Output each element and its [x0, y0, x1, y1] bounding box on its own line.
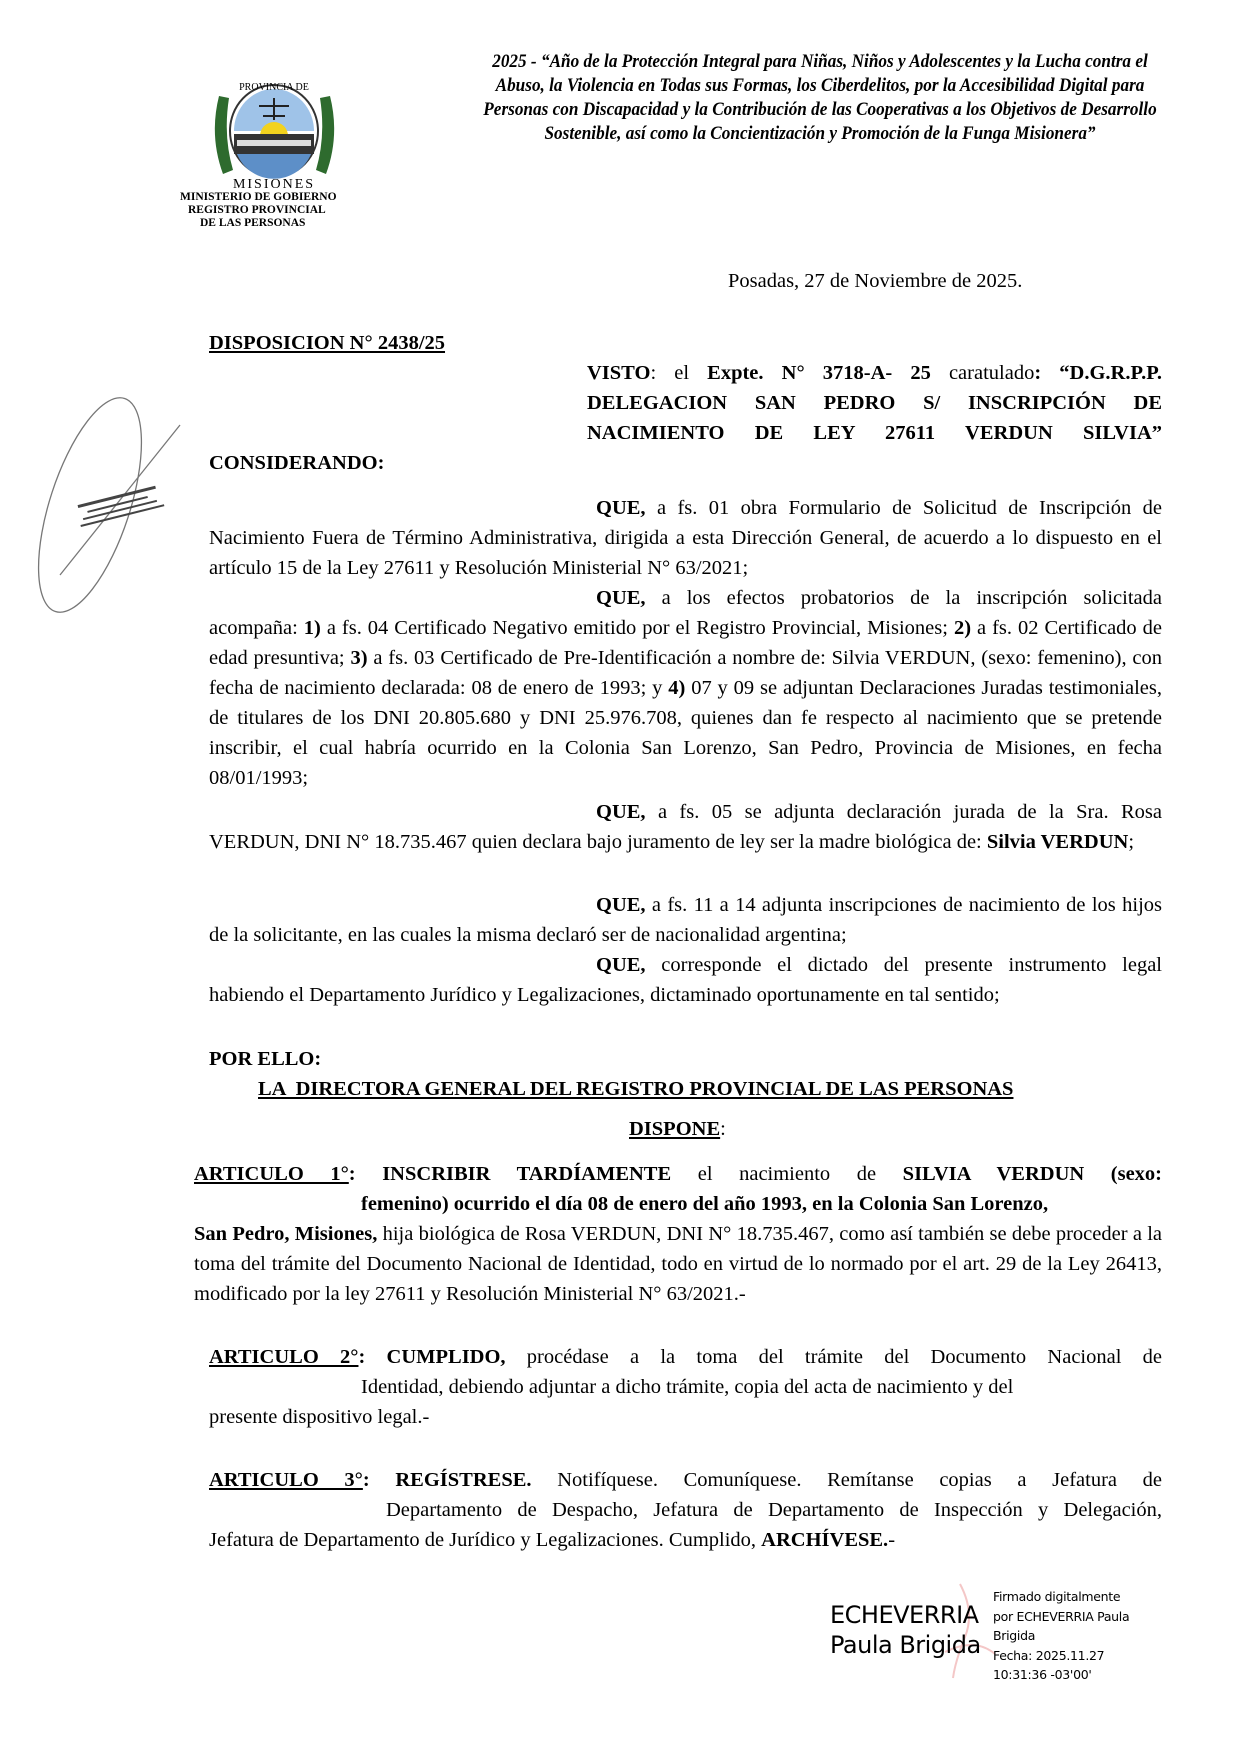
article-label: ARTICULO 1° — [194, 1163, 349, 1185]
article-3 — [209, 1465, 1162, 1555]
ministry-line: REGISTRO PROVINCIAL — [188, 204, 326, 216]
province-seal — [207, 76, 342, 192]
que-text: ; — [1128, 831, 1135, 853]
article-bold-text: femenino) ocurrido el día 08 de enero del año 1993, en la Colonia San Lorenzo, — [361, 1193, 1049, 1215]
article-verb: CUMPLIDO, — [386, 1346, 506, 1368]
que-paragraph-1 — [209, 493, 1162, 583]
que-text: a fs. 04 Certificado Negativo emitido por el Registro Provincial, Misiones; — [320, 617, 954, 639]
article-text: Departamento de Despacho, Jefatura de Departamento de Inspección y Delegación, — [386, 1499, 1162, 1521]
que-paragraph-4 — [209, 890, 1162, 950]
disposition-title: DISPOSICION N° 2438/25 — [209, 332, 446, 354]
que-text: a fs. 11 a 14 adjunta inscripciones de nacimiento de los hijos de la solicitante, en las cuales la misma declaró ser de nacionalidad argentina; — [209, 894, 1162, 946]
que-text: a fs. 01 obra Formulario de Solicitud de Inscripción de Nacimiento Fuera de Término Administrativa, dirigida a esta Dirección General, de acuerdo a lo dispuesto en el artículo 15 de la Ley 27611 y Resolución Ministerial N° 63/2021; — [209, 497, 1162, 579]
visto-text: caratulado — [930, 362, 1035, 384]
que-label: QUE, — [596, 587, 646, 609]
article-label: ARTICULO 3° — [209, 1469, 363, 1491]
signature-detail-line: por ECHEVERRIA Paula — [993, 1608, 1130, 1624]
visto-text: : el — [650, 362, 708, 384]
que-text: a fs. 05 se adjunta declaración jurada de la Sra. Rosa VERDUN, DNI N° 18.735.467 quien declara bajo juramento de ley ser la madre biológica de: — [209, 801, 1162, 853]
seal-top-text: PROVINCIA DE — [239, 82, 309, 93]
seal-bottom-text: MISIONES — [232, 177, 316, 192]
signer-surname: ECHEVERRIA — [830, 1601, 979, 1629]
que-paragraph-3 — [209, 797, 1162, 857]
expediente-caption: : “D.G.R.P.P. DELEGACION SAN PEDRO S/ INSCRIPCIÓN DE NACIMIENTO DE LEY 27611 VERDUN SILVIA” — [587, 362, 1162, 444]
considerando-heading: CONSIDERANDO: — [209, 452, 385, 474]
expediente-number: Expte. N° 3718-A- 25 — [707, 362, 931, 384]
dispone-label: DISPONE — [629, 1118, 721, 1140]
que-text: a fs. 02 Certificado de edad presuntiva; — [209, 617, 1162, 669]
document-date: Posadas, 27 de Noviembre de 2025. — [728, 270, 1023, 292]
article-2 — [209, 1342, 1162, 1432]
article-text: - — [888, 1529, 896, 1551]
article-bold-text: San Pedro, Misiones, — [194, 1223, 378, 1245]
article-text: presente dispositivo legal.- — [209, 1406, 430, 1428]
article-verb: REGÍSTRESE. — [395, 1469, 532, 1491]
por-ello-heading: POR ELLO: — [209, 1048, 322, 1070]
article-bold-text: ARCHÍVESE. — [761, 1529, 889, 1551]
dispone-heading — [629, 1114, 726, 1144]
signature-detail-line: Brigida — [993, 1628, 1036, 1643]
article-text: procédase a la toma del trámite del Documento Nacional de — [505, 1346, 1162, 1368]
que-paragraph-5 — [209, 950, 1162, 1010]
que-label: QUE, — [596, 497, 646, 519]
legal-advisor-stamp-signature — [20, 385, 200, 625]
article-text: hija biológica de Rosa VERDUN, DNI N° 18.735.467, como así también se debe proceder a la toma del trámite del Documento Nacional de Identidad, todo en virtud de lo normado por el art. 29 de la Ley 26413, modificado por la ley 27611 y Resolución Ministerial N° 63/2021.- — [194, 1223, 1162, 1305]
article-bold-text: SILVIA VERDUN (sexo: — [902, 1163, 1162, 1185]
mother-child-name: Silvia VERDUN — [986, 831, 1129, 853]
que-label: QUE, — [596, 894, 646, 916]
que-text: 07 y 09 se adjuntan Declaraciones Juradas testimoniales, de titulares de los DNI 20.805.680 y DNI 25.976.708, quienes dan fe respecto al nacimiento que se pretende inscribir, el cual habría ocurrido en la Colonia San Lorenzo, San Pedro, Provincia de Misiones, en fecha 08/01/1993; — [209, 677, 1162, 789]
article-text: el nacimiento de — [671, 1163, 903, 1185]
signature-detail-line: 10:31:36 -03'00' — [993, 1667, 1092, 1682]
article-colon: : — [348, 1163, 383, 1185]
signer-name — [830, 1600, 981, 1660]
article-text: Identidad, debiendo adjuntar a dicho trámite, copia del acta de nacimiento y del — [361, 1376, 1014, 1398]
article-verb: INSCRIBIR TARDÍAMENTE — [382, 1163, 672, 1185]
article-label: ARTICULO 2° — [209, 1346, 359, 1368]
handwritten-signature-icon — [20, 385, 200, 625]
item-number: 3) — [350, 647, 368, 669]
dispone-colon: : — [720, 1118, 726, 1140]
article-colon: : — [362, 1469, 396, 1491]
signer-given-names: Paula Brigida — [830, 1631, 981, 1659]
que-label: QUE, — [596, 954, 646, 976]
misiones-seal-icon — [207, 76, 342, 192]
que-paragraph-2 — [209, 583, 1162, 793]
article-text: Notifíquese. Comuníquese. Remítanse copias a Jefatura de — [531, 1469, 1162, 1491]
year-motto: 2025 - “Año de la Protección Integral para Niñas, Niños y Adolescentes y la Lucha contra el Abuso, la Violencia en Todas sus Formas, los Ciberdelitos, por la Accesibilidad Digital para Personas con Discapacidad y la Contribución de las Cooperativas a los Objetivos de Desarrollo Sostenible, así como la Concientización y Promoción de la Funga Misionera” — [483, 52, 1157, 144]
article-1 — [194, 1159, 1162, 1309]
que-text: a los efectos probatorios de la inscripción solicitada acompaña: — [209, 587, 1162, 639]
visto-label: VISTO — [587, 362, 651, 384]
item-number: 1) — [303, 617, 321, 639]
ministry-block — [180, 191, 337, 230]
visto-paragraph — [209, 358, 1162, 448]
que-text: a fs. 03 Certificado de Pre-Identificación a nombre de: Silvia VERDUN, (sexo: femenino), con fecha de nacimiento declarada: 08 de enero de 1993; y — [209, 647, 1163, 699]
signature-detail-line: Firmado digitalmente — [993, 1589, 1121, 1604]
directora-heading: LA DIRECTORA GENERAL DEL REGISTRO PROVINCIAL DE LAS PERSONAS — [258, 1078, 1014, 1100]
ministry-line: MINISTERIO DE GOBIERNO — [180, 191, 337, 203]
item-number: 4) — [668, 677, 686, 699]
que-text: corresponde el dictado del presente instrumento legal habiendo el Departamento Jurídico y Legalizaciones, dictaminado oportunamente en tal sentido; — [209, 954, 1162, 1006]
item-number: 2) — [953, 617, 972, 639]
signature-details — [993, 1587, 1129, 1685]
article-text: Jefatura de Departamento de Jurídico y Legalizaciones. Cumplido, — [209, 1529, 762, 1551]
ministry-line: DE LAS PERSONAS — [200, 217, 306, 229]
article-colon: : — [358, 1346, 387, 1368]
que-label: QUE, — [596, 801, 646, 823]
signature-detail-line: Fecha: 2025.11.27 — [993, 1647, 1105, 1663]
